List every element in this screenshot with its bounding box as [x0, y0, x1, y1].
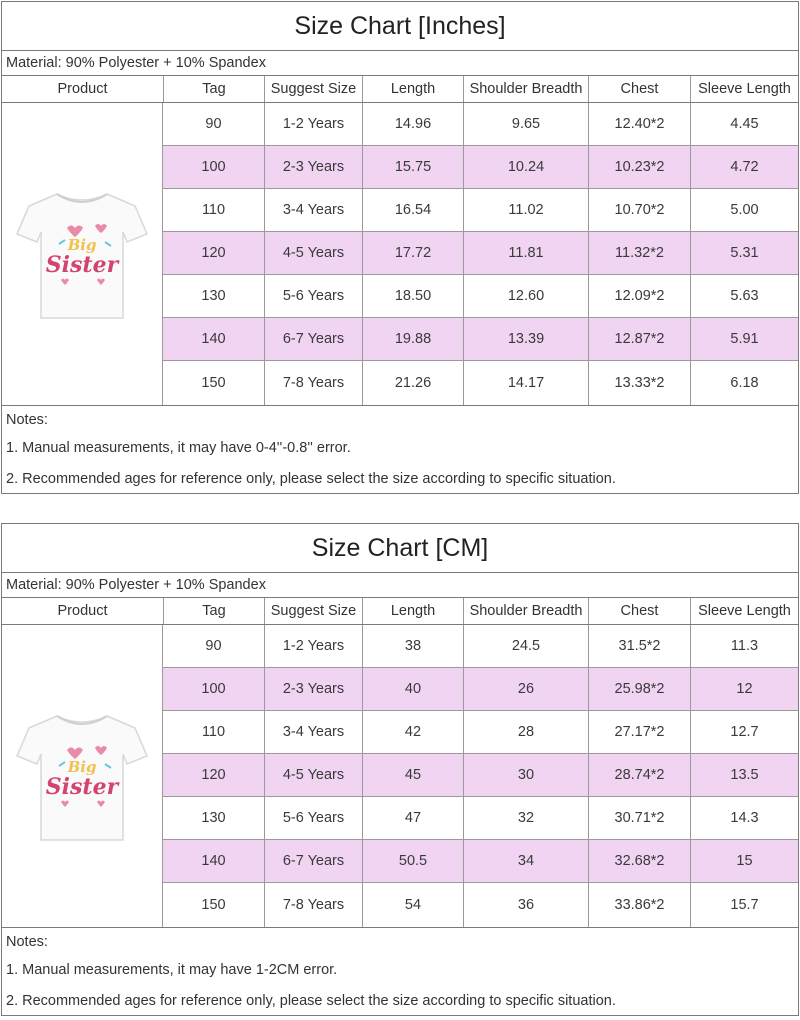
cell-tag: 100 — [201, 159, 226, 175]
cell-chest: 11.32*2 — [588, 232, 690, 274]
cell-sleeve-length: 15 — [690, 840, 798, 882]
cell-tag: 120 — [201, 245, 226, 261]
cell-length: 16.54 — [362, 189, 463, 231]
table-row — [163, 146, 798, 189]
header-product: Product — [57, 81, 108, 97]
cell-shoulder-breadth: 11.02 — [463, 189, 588, 231]
cell-tag: 120 — [201, 767, 226, 783]
size-chart — [1, 1, 799, 494]
table-row — [163, 361, 798, 405]
header-sleeve-length: Sleeve Length — [690, 598, 798, 624]
header-shoulder-breadth: Shoulder Breadth — [463, 76, 588, 102]
cell-shoulder-breadth: 26 — [463, 668, 588, 710]
table-row — [163, 189, 798, 232]
cell-length: 15.75 — [362, 146, 463, 188]
cell-suggest-size: 2-3 Years — [264, 668, 362, 710]
cell-shoulder-breadth: 32 — [463, 797, 588, 839]
cell-tag: 100 — [201, 681, 226, 697]
chart-title: Size Chart [CM] — [2, 524, 798, 573]
header-tag: Tag — [163, 76, 264, 102]
product-image-cell — [2, 103, 163, 405]
tshirt-image — [15, 184, 149, 324]
table-row — [163, 103, 798, 146]
table-row — [163, 275, 798, 318]
cell-shoulder-breadth: 9.65 — [463, 103, 588, 145]
table-row — [163, 668, 798, 711]
table-row — [163, 232, 798, 275]
header-product: Product — [57, 603, 108, 619]
size-chart — [1, 523, 799, 1016]
cell-shoulder-breadth: 30 — [463, 754, 588, 796]
cell-tag: 130 — [201, 810, 226, 826]
cell-suggest-size: 4-5 Years — [264, 754, 362, 796]
cell-tag: 140 — [201, 331, 226, 347]
cell-suggest-size: 7-8 Years — [264, 361, 362, 405]
cell-shoulder-breadth: 11.81 — [463, 232, 588, 274]
cell-tag: 130 — [201, 288, 226, 304]
cell-tag: 140 — [201, 853, 226, 869]
print-sister: Sister — [45, 774, 119, 800]
table-header — [2, 76, 798, 103]
cell-length: 54 — [362, 883, 463, 927]
cell-shoulder-breadth: 13.39 — [463, 318, 588, 360]
tshirt-image — [15, 706, 149, 846]
print-big: Big — [67, 236, 97, 254]
cell-tag: 150 — [201, 897, 226, 913]
cell-sleeve-length: 11.3 — [690, 625, 798, 667]
print-sister: Sister — [45, 252, 119, 278]
material-info: Material: 90% Polyester + 10% Spandex — [2, 573, 798, 598]
cell-sleeve-length: 5.00 — [690, 189, 798, 231]
cell-chest: 12.87*2 — [588, 318, 690, 360]
product-image-cell — [2, 625, 163, 927]
cell-sleeve-length: 4.72 — [690, 146, 798, 188]
cell-tag: 110 — [201, 202, 226, 218]
cell-suggest-size: 3-4 Years — [264, 189, 362, 231]
cell-tag: 90 — [205, 638, 222, 654]
table-row — [163, 711, 798, 754]
cell-length: 38 — [362, 625, 463, 667]
cell-suggest-size: 6-7 Years — [264, 318, 362, 360]
cell-length: 14.96 — [362, 103, 463, 145]
cell-chest: 25.98*2 — [588, 668, 690, 710]
cell-shoulder-breadth: 34 — [463, 840, 588, 882]
note-1: 1. Manual measurements, it may have 0-4''-0.8'' error. — [6, 440, 351, 456]
cell-sleeve-length: 13.5 — [690, 754, 798, 796]
cell-suggest-size: 1-2 Years — [264, 103, 362, 145]
cell-shoulder-breadth: 24.5 — [463, 625, 588, 667]
cell-sleeve-length: 12.7 — [690, 711, 798, 753]
material-info: Material: 90% Polyester + 10% Spandex — [2, 51, 798, 76]
cell-chest: 27.17*2 — [588, 711, 690, 753]
cell-suggest-size: 6-7 Years — [264, 840, 362, 882]
cell-sleeve-length: 5.91 — [690, 318, 798, 360]
cell-suggest-size: 5-6 Years — [264, 797, 362, 839]
cell-chest: 12.09*2 — [588, 275, 690, 317]
cell-length: 17.72 — [362, 232, 463, 274]
cell-shoulder-breadth: 36 — [463, 883, 588, 927]
table-row — [163, 840, 798, 883]
cell-sleeve-length: 4.45 — [690, 103, 798, 145]
header-length: Length — [362, 76, 463, 102]
cell-tag: 110 — [201, 724, 226, 740]
table-row — [163, 754, 798, 797]
notes-heading: Notes: — [6, 412, 48, 428]
cell-sleeve-length: 14.3 — [690, 797, 798, 839]
table-row — [163, 318, 798, 361]
table-row — [163, 625, 798, 668]
cell-sleeve-length: 12 — [690, 668, 798, 710]
cell-chest: 12.40*2 — [588, 103, 690, 145]
cell-length: 42 — [362, 711, 463, 753]
cell-sleeve-length: 5.63 — [690, 275, 798, 317]
table-header — [2, 598, 798, 625]
cell-length: 18.50 — [362, 275, 463, 317]
cell-shoulder-breadth: 10.24 — [463, 146, 588, 188]
chart-title: Size Chart [Inches] — [2, 2, 798, 51]
size-rows — [163, 625, 798, 927]
cell-chest: 13.33*2 — [588, 361, 690, 405]
header-shoulder-breadth: Shoulder Breadth — [463, 598, 588, 624]
cell-suggest-size: 4-5 Years — [264, 232, 362, 274]
cell-chest: 32.68*2 — [588, 840, 690, 882]
size-rows — [163, 103, 798, 405]
cell-length: 40 — [362, 668, 463, 710]
cell-chest: 30.71*2 — [588, 797, 690, 839]
cell-sleeve-length: 6.18 — [690, 361, 798, 405]
notes — [2, 928, 798, 1015]
notes — [2, 406, 798, 493]
cell-shoulder-breadth: 28 — [463, 711, 588, 753]
cell-suggest-size: 1-2 Years — [264, 625, 362, 667]
table-body — [2, 625, 798, 928]
header-length: Length — [362, 598, 463, 624]
cell-suggest-size: 2-3 Years — [264, 146, 362, 188]
header-suggest-size: Suggest Size — [264, 76, 362, 102]
cell-sleeve-length: 5.31 — [690, 232, 798, 274]
cell-chest: 28.74*2 — [588, 754, 690, 796]
cell-chest: 31.5*2 — [588, 625, 690, 667]
table-row — [163, 883, 798, 927]
cell-tag: 90 — [205, 116, 222, 132]
cell-tag: 150 — [201, 375, 226, 391]
header-suggest-size: Suggest Size — [264, 598, 362, 624]
cell-length: 50.5 — [362, 840, 463, 882]
cell-suggest-size: 5-6 Years — [264, 275, 362, 317]
print-big: Big — [67, 758, 97, 776]
header-chest: Chest — [588, 598, 690, 624]
notes-heading: Notes: — [6, 934, 48, 950]
header-chest: Chest — [588, 76, 690, 102]
cell-chest: 10.23*2 — [588, 146, 690, 188]
header-sleeve-length: Sleeve Length — [690, 76, 798, 102]
cell-chest: 10.70*2 — [588, 189, 690, 231]
cell-shoulder-breadth: 14.17 — [463, 361, 588, 405]
note-2: 2. Recommended ages for reference only, please select the size according to specific situation. — [6, 471, 616, 487]
header-tag: Tag — [163, 598, 264, 624]
table-row — [163, 797, 798, 840]
note-1: 1. Manual measurements, it may have 1-2CM error. — [6, 962, 338, 978]
cell-length: 47 — [362, 797, 463, 839]
cell-chest: 33.86*2 — [588, 883, 690, 927]
cell-shoulder-breadth: 12.60 — [463, 275, 588, 317]
cell-length: 45 — [362, 754, 463, 796]
note-2: 2. Recommended ages for reference only, please select the size according to specific situation. — [6, 993, 616, 1009]
cell-suggest-size: 3-4 Years — [264, 711, 362, 753]
cell-suggest-size: 7-8 Years — [264, 883, 362, 927]
table-body — [2, 103, 798, 406]
cell-sleeve-length: 15.7 — [690, 883, 798, 927]
cell-length: 19.88 — [362, 318, 463, 360]
cell-length: 21.26 — [362, 361, 463, 405]
